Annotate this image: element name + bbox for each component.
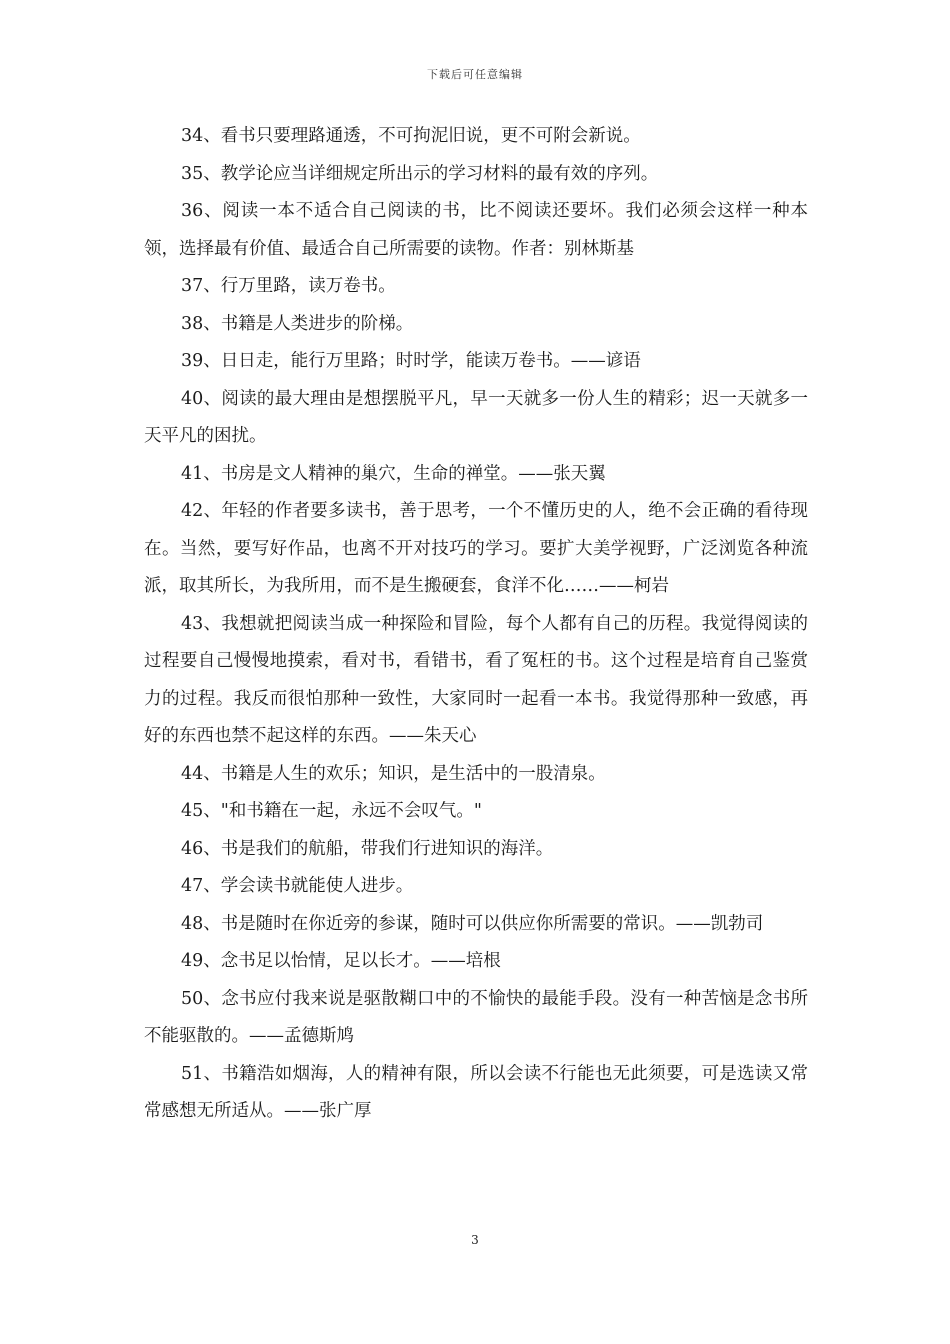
quote-paragraph: 46、书是我们的航船，带我们行进知识的海洋。 bbox=[181, 838, 554, 859]
quote-paragraph: 42、年轻的作者要多读书，善于思考，一个不懂历史的人，绝不会正确的看待现在。当然，要写好作品，也离不开对技巧的学习。要扩大美学视野，广泛浏览各种流派，取其所长，为我所用，而不是生搬硬套，食洋不化……——柯岩 bbox=[144, 501, 808, 596]
quote-paragraph: 49、念书足以怡情，足以长才。——培根 bbox=[181, 951, 501, 971]
page-header: 下载后可任意编辑 bbox=[427, 68, 523, 81]
quote-paragraph: 41、书房是文人精神的巢穴，生命的禅堂。——张天翼 bbox=[181, 463, 606, 484]
quote-paragraph: 38、书籍是人类进步的阶梯。 bbox=[181, 313, 414, 334]
quote-paragraph: 36、阅读一本不适合自己阅读的书，比不阅读还要坏。我们必须会这样一种本领，选择最有价值、最适合自己所需要的读物。作者：别林斯基 bbox=[144, 201, 808, 259]
page-number: 3 bbox=[471, 1233, 479, 1247]
document-body bbox=[144, 118, 808, 1131]
quote-paragraph: 39、日日走，能行万里路；时时学，能读万卷书。——谚语 bbox=[181, 351, 641, 371]
quote-paragraph: 35、教学论应当详细规定所出示的学习材料的最有效的序列。 bbox=[181, 163, 659, 184]
quote-paragraph: 50、念书应付我来说是驱散糊口中的不愉快的最能手段。没有一种苦恼是念书所不能驱散的。——孟德斯鸠 bbox=[144, 988, 808, 1046]
quote-paragraph: 43、我想就把阅读当成一种探险和冒险，每个人都有自己的历程。我觉得阅读的过程要自己慢慢地摸索，看对书，看错书，看了冤枉的书。这个过程是培育自己鉴赏力的过程。我反而很怕那种一致性，大家同时一起看一本书。我觉得那种一致感，再好的东西也禁不起这样的东西。——朱天心 bbox=[144, 613, 808, 746]
quote-paragraph: 34、看书只要理路通透，不可拘泥旧说，更不可附会新说。 bbox=[181, 126, 641, 146]
quote-paragraph: 45、"和书籍在一起，永远不会叹气。" bbox=[181, 801, 482, 821]
quote-paragraph: 47、学会读书就能使人进步。 bbox=[181, 876, 414, 896]
quote-paragraph: 51、书籍浩如烟海，人的精神有限，所以会读不行能也无此须要，可是选读又常常感想无所适从。——张广厚 bbox=[144, 1063, 808, 1121]
quote-paragraph: 40、阅读的最大理由是想摆脱平凡，早一天就多一份人生的精彩；迟一天就多一天平凡的困扰。 bbox=[144, 388, 808, 446]
quote-paragraph: 37、行万里路，读万卷书。 bbox=[181, 276, 396, 296]
quote-paragraph: 44、书籍是人生的欢乐；知识，是生活中的一股清泉。 bbox=[181, 763, 606, 784]
quote-paragraph: 48、书是随时在你近旁的参谋，随时可以供应你所需要的常识。——凯勃司 bbox=[181, 913, 764, 934]
